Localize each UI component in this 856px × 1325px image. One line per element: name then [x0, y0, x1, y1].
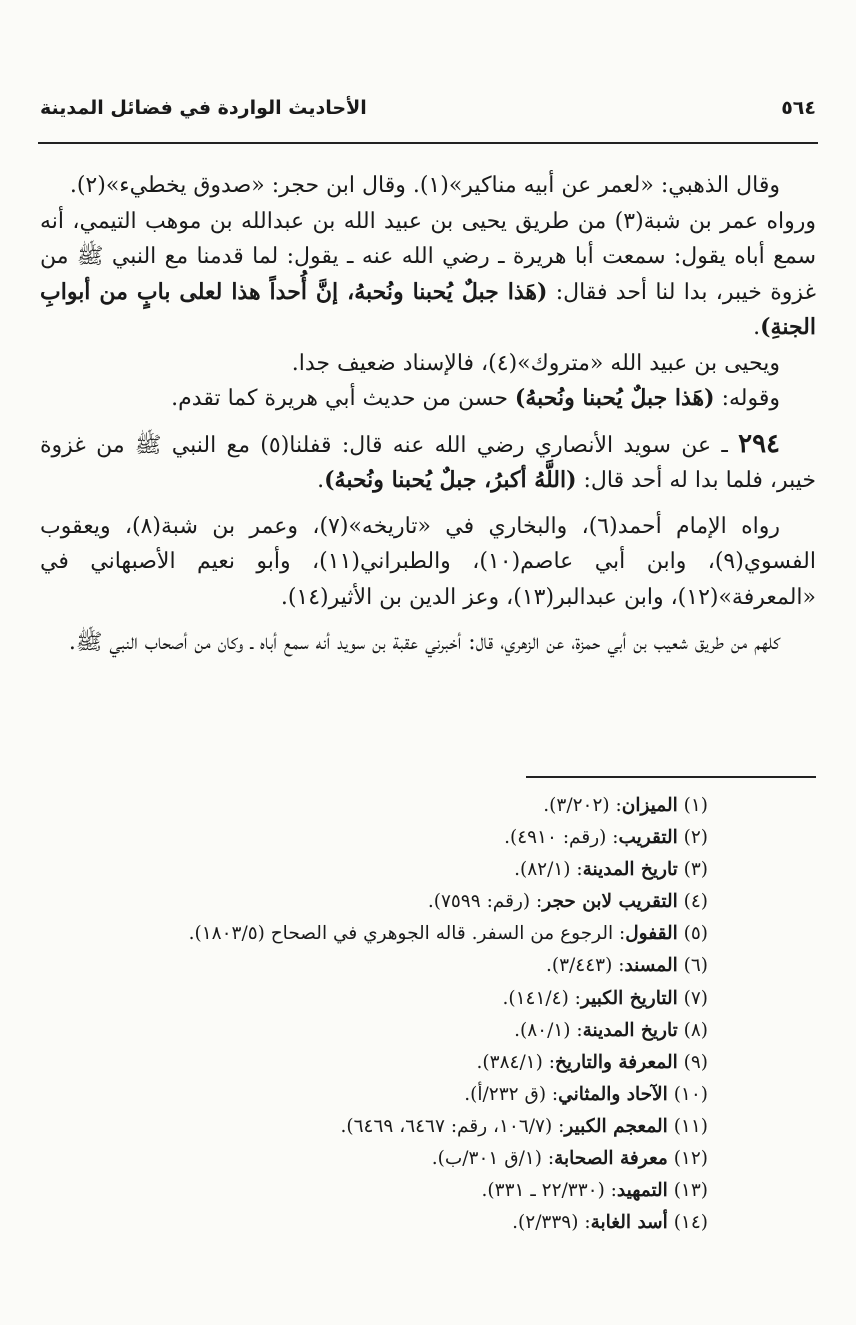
footnote-source: التقريب لابن حجر	[542, 891, 678, 913]
footnote-number: (١٠)	[673, 1083, 708, 1105]
punctuation: .	[317, 468, 325, 493]
footnotes	[40, 790, 708, 1239]
footnote-number: (١)	[683, 795, 708, 816]
footnote-number: (١١)	[673, 1115, 708, 1137]
footnote-reference: : (٣/٤٤٣).	[546, 955, 625, 977]
footnote-number: (٣)	[683, 859, 708, 881]
running-title: الأحاديث الواردة في فضائل المدينة	[40, 97, 367, 119]
header-divider	[38, 142, 818, 144]
hadith-quote: (هَذا جبلٌ يُحبنا ونُحبهُ، إنَّ أُحداً هذا لعلى بابٍ من أبوابِ الجنةِ)	[40, 278, 816, 340]
footnote-source: معرفة الصحابة	[554, 1148, 668, 1170]
footnote-source: الآحاد والمثاني	[558, 1083, 668, 1105]
footnote-item	[40, 854, 708, 886]
footnote-item	[40, 1143, 708, 1175]
page-number: ٥٦٤	[781, 97, 816, 119]
footnote-reference: : (٣٨٤/١).	[476, 1051, 555, 1073]
footnote-item	[40, 950, 708, 982]
footnote-source: التمهيد	[616, 1180, 668, 1202]
main-text	[40, 168, 816, 661]
hadith-text: ـ عن سويد الأنصاري رضي الله عنه قال: قفلنا(٥) مع النبي ﷺ من غزوة خيبر، فلما بدا له أحد قال:	[40, 432, 816, 493]
paragraph-yahya: ويحيى بن عبيد الله «متروك»(٤)، فالإسناد ضعيف جدا.	[291, 350, 780, 376]
footnote-reference: : (رقم: ٧٥٩٩).	[427, 891, 543, 913]
footnote-reference: : الرجوع من السفر. قاله الجوهري في الصحاح (١٨٠٣/٥).	[188, 923, 626, 945]
footnote-reference: : (١/ق ٣٠١/ب).	[431, 1148, 555, 1170]
footnote-reference: : (٨٠/١).	[514, 1019, 583, 1041]
footnote-item	[40, 918, 708, 950]
hadith-294	[40, 427, 816, 499]
text-segment: وقوله:	[714, 386, 780, 411]
paragraph-umar-ibn-shabba	[40, 204, 816, 346]
punctuation: .	[753, 315, 761, 340]
footnote-number: (٦)	[683, 955, 708, 977]
footnote-item	[40, 1015, 708, 1047]
footnote-source: الميزان	[621, 795, 678, 816]
footnote-item	[40, 983, 708, 1015]
footnote-number: (١٢)	[673, 1148, 708, 1170]
text-segment: حسن من حديث أبي هريرة كما تقدم.	[171, 386, 515, 411]
footnote-number: (٨)	[683, 1019, 708, 1041]
page-header	[40, 88, 816, 128]
footnote-source: التاريخ الكبير	[580, 987, 678, 1009]
footnote-item	[40, 1111, 708, 1143]
footnote-divider	[526, 776, 816, 778]
hadith-number: ٢٩٤	[738, 428, 781, 459]
footnote-source: المسند	[624, 955, 678, 977]
paragraph-isnad: كلهم من طريق شعيب بن أبي حمزة، عن الزهري، قال: أخبرني عقبة بن سويد أنه سمع أباه ـ وكان من أصحاب النبي ﷺ.	[68, 630, 780, 655]
footnote-number: (٢)	[683, 827, 708, 849]
footnote-reference: : (١٠٦/٧، رقم: ٦٤٦٧، ٦٤٦٩).	[340, 1115, 565, 1137]
paragraph-qawluhu	[40, 381, 816, 417]
hadith-quote: (هَذا جبلٌ يُحبنا ونُحبهُ)	[514, 385, 715, 411]
footnote-item	[40, 790, 708, 822]
footnote-item	[40, 1207, 708, 1239]
footnote-item	[40, 886, 708, 918]
footnote-source: المعجم الكبير	[564, 1115, 668, 1137]
paragraph-dhahabi: وقال الذهبي: «لعمر عن أبيه مناكير»(١). وقال ابن حجر: «صدوق يخطيء»(٢).	[69, 173, 780, 198]
footnote-number: (٥)	[683, 923, 708, 945]
footnote-item	[40, 822, 708, 854]
footnote-source: أسد الغابة	[590, 1212, 668, 1234]
footnote-item	[40, 1079, 708, 1111]
footnote-reference: : (ق ٢٣٢/أ).	[464, 1083, 559, 1105]
footnote-number: (٤)	[683, 891, 708, 913]
footnote-item	[40, 1175, 708, 1207]
footnote-reference: : (٢٢/٣٣٠ ـ ٣٣١).	[481, 1180, 617, 1202]
footnote-number: (١٣)	[673, 1180, 708, 1202]
footnote-source: تاريخ المدينة	[582, 1019, 678, 1041]
footnote-number: (٩)	[683, 1051, 708, 1073]
footnote-reference: : (١٤١/٤).	[502, 987, 581, 1009]
footnote-number: (١٤)	[673, 1212, 708, 1234]
footnote-reference: : (٢/٣٣٩).	[512, 1212, 591, 1234]
paragraph-takhrij: رواه الإمام أحمد(٦)، والبخاري في «تاريخه»(٧)، وعمر بن شبة(٨)، ويعقوب الفسوي(٩)، وابن أبي عاصم(١٠)، والطبراني(١١)، وأبو نعيم الأصبهاني في «المعرفة»(١٢)، وابن عبدالبر(١٣)، وعز الدين بن الأثير(١٤).	[40, 513, 816, 610]
footnote-number: (٧)	[683, 987, 708, 1009]
footnote-source: تاريخ المدينة	[582, 859, 678, 881]
footnote-source: التقريب	[618, 827, 678, 849]
footnote-reference: : (رقم: ٤٩١٠).	[504, 827, 619, 849]
footnote-source: المعرفة والتاريخ	[554, 1051, 678, 1073]
footnote-item	[40, 1047, 708, 1079]
hadith-quote: (اللَّهُ أكبرُ، جبلٌ يُحبنا ونُحبهُ)	[324, 467, 577, 493]
footnote-source: القفول	[625, 923, 678, 945]
narration-text: ورواه عمر بن شبة(٣) من طريق يحيى بن عبيد الله بن عبدالله بن موهب التيمي، أنه سمع أباه يقول: سمعت أبا هريرة ـ رضي الله عنه ـ يقول: لما قدمنا مع النبي ﷺ من غزوة خيبر، بدا لنا أحد فقال:	[40, 208, 817, 305]
footnote-reference: : (٣/٢٠٢).	[543, 795, 622, 816]
footnote-reference: : (٨٢/١).	[514, 859, 583, 881]
